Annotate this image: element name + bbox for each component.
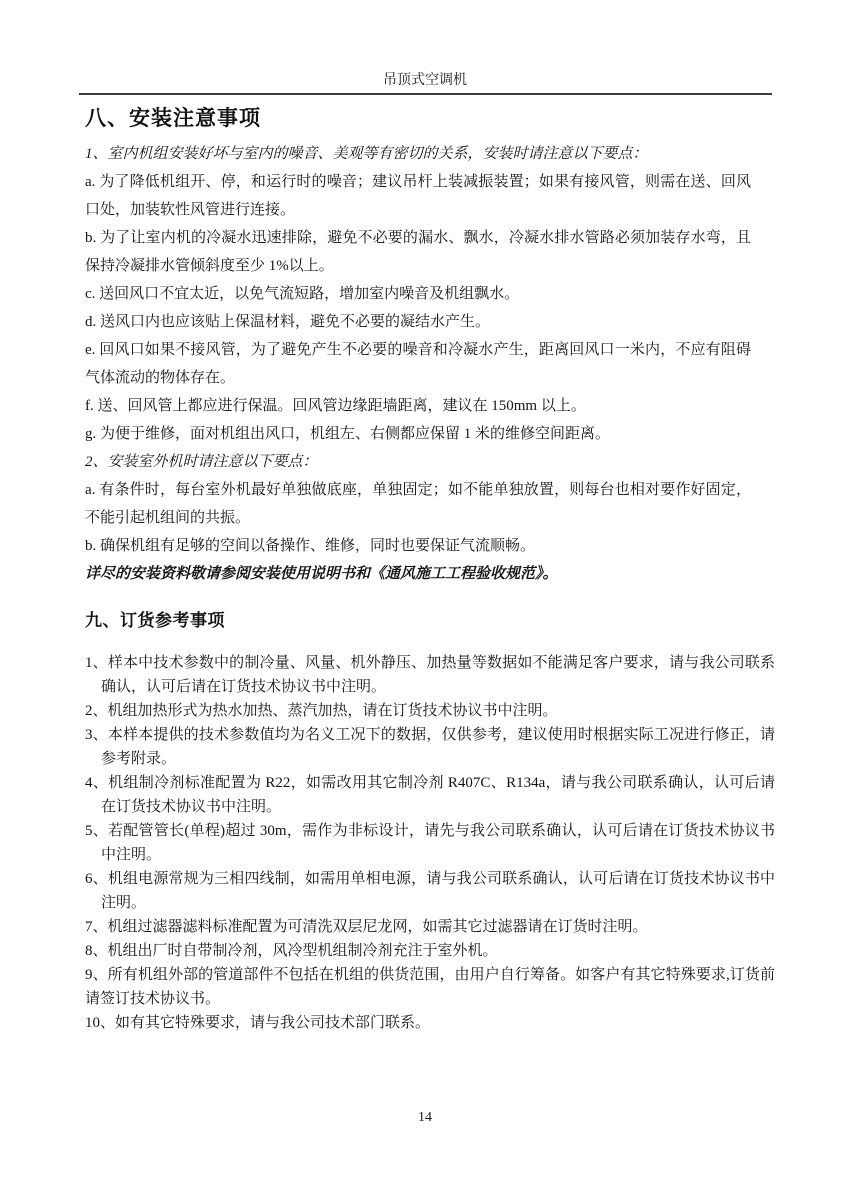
install-point-g: g. 为便于维修，面对机组出风口，机组左、右侧都应保留 1 米的维修空间距离。 [85, 426, 611, 442]
order-item-6: 6、机组电源常规为三相四线制，如需用单相电源，请与我公司联系确认，认可后请在订货技术协议书中注明。 [85, 871, 775, 911]
section9-heading: 九、订货参考事项 [85, 611, 225, 630]
install-point-f: f. 送、回风管上都应进行保温。回风管边缘距墙距离，建议在 150mm 以上。 [85, 398, 586, 414]
install-point-e: e. 回风口如果不接风管，为了避免产生不必要的噪音和冷凝水产生，距离回风口一米内，不应有阻碍气体流动的物体存在。 [85, 342, 751, 386]
order-item-4: 4、机组制冷剂标准配置为 R22，如需改用其它制冷剂 R407C、R134a，请与我公司联系确认，认可后请在订货技术协议书中注明。 [85, 775, 775, 815]
section-installation-notes [85, 106, 751, 588]
section8-heading: 八、安装注意事项 [85, 107, 261, 130]
order-item-8: 8、机组出厂时自带制冷剂，风冷型机组制冷剂充注于室外机。 [85, 943, 498, 959]
order-item-1: 1、样本中技术参数中的制冷量、风量、机外静压、加热量等数据如不能满足客户要求，请与我公司联系确认，认可后请在订货技术协议书中注明。 [85, 655, 775, 695]
section8-reference-note: 详尽的安装资料敬请参阅安装使用说明书和《通风施工工程验收规范》。 [85, 566, 558, 582]
section8-intro-outdoor: 2、安装室外机时请注意以下要点： [85, 454, 318, 470]
order-item-10: 10、如有其它特殊要求，请与我公司技术部门联系。 [85, 1015, 431, 1031]
page-content [0, 106, 850, 1035]
order-item-2: 2、机组加热形式为热水加热、蒸汽加热，请在订货技术协议书中注明。 [85, 703, 558, 719]
order-item-7: 7、机组过滤器滤料标准配置为可清洗双层尼龙网，如需其它过滤器请在订货时注明。 [85, 919, 648, 935]
order-item-5: 5、若配管管长(单程)超过 30m，需作为非标设计，请先与我公司联系确认，认可后请在订货技术协议书中注明。 [85, 823, 775, 863]
order-item-9: 9、所有机组外部的管道部件不包括在机组的供货范围，由用户自行筹备。如客户有其它特殊要求,订货前请签订技术协议书。 [85, 967, 775, 1007]
outdoor-point-a: a. 有条件时，每台室外机最好单独做底座，单独固定；如不能单独放置，则每台也相对要作好固定，不能引起机组间的共振。 [85, 482, 751, 526]
section8-intro-indoor: 1、室内机组安装好坏与室内的噪音、美观等有密切的关系，安装时请注意以下要点： [85, 146, 648, 162]
page-number: 14 [418, 1110, 432, 1125]
header-title: 吊顶式空调机 [383, 73, 467, 88]
page-footer [0, 1110, 850, 1126]
install-point-a: a. 为了降低机组开、停，和运行时的噪音；建议吊杆上装减振装置；如果有接风管，则需在送、回风口处，加装软性风管进行连接。 [85, 174, 751, 218]
outdoor-point-b: b. 确保机组有足够的空间以备操作、维修，同时也要保证气流顺畅。 [85, 538, 536, 554]
page-header [0, 0, 850, 90]
order-item-3: 3、本样本提供的技术参数值均为名义工况下的数据，仅供参考，建议使用时根据实际工况进行修正，请参考附录。 [85, 727, 775, 767]
section-ordering-reference [85, 610, 775, 1035]
install-point-d: d. 送风口内也应该贴上保温材料，避免不必要的凝结水产生。 [85, 314, 491, 330]
header-rule [79, 93, 772, 95]
install-point-c: c. 送回风口不宜太近，以免气流短路，增加室内噪音及机组飘水。 [85, 286, 520, 302]
install-point-b: b. 为了让室内机的冷凝水迅速排除，避免不必要的漏水、飘水，冷凝水排水管路必须加装存水弯，且保持冷凝排水管倾斜度至少 1%以上。 [85, 230, 751, 274]
